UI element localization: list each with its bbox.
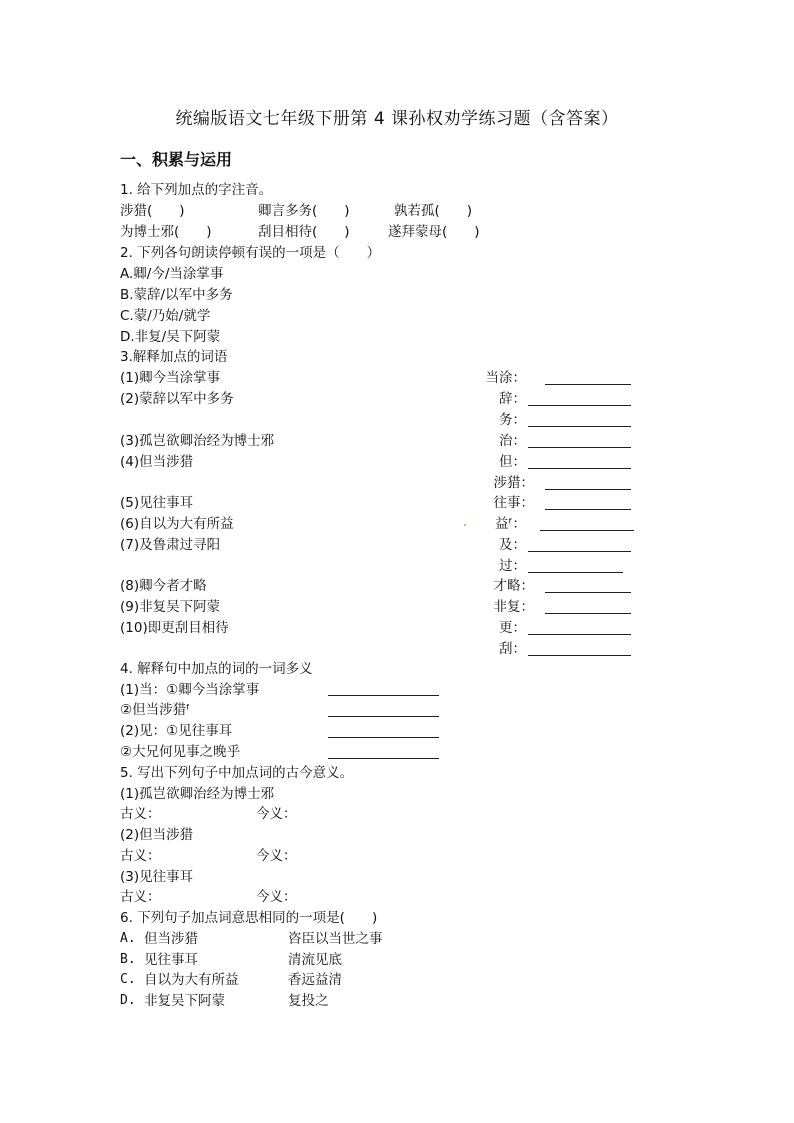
q3-answer-blank[interactable]: [545, 495, 631, 510]
q3-answer-label: 刮：: [499, 641, 526, 657]
q5-gu-label: 古义：: [120, 889, 161, 905]
q3-item: (5)见往事耳: [120, 495, 194, 511]
q5-jin-label: 今义：: [256, 806, 297, 822]
q6-option-key: A.: [120, 931, 136, 946]
q4-stem: 4. 解释句中加点的词的一词多义: [120, 661, 313, 677]
q6-option-left: 但当涉猎: [144, 931, 198, 947]
q6-option-key: B.: [120, 952, 136, 967]
q6-option-left: 非复吴下阿蒙: [144, 993, 225, 1009]
q3-answer-label: 往事：: [493, 495, 534, 511]
q3-answer-blank[interactable]: [528, 454, 631, 469]
q3-answer-label: 非复：: [493, 599, 534, 615]
q3-answer-label: 更：: [499, 620, 526, 636]
q1-item: 涉猎( ): [120, 203, 185, 219]
q6-option-key: C.: [120, 972, 136, 987]
q3-item: (8)卿今者才略: [120, 578, 207, 594]
q2-option: B.蒙辞/以军中多务: [120, 287, 233, 303]
q1-item: 孰若孤( ): [394, 203, 473, 219]
section-heading: 一、积累与运用: [120, 150, 233, 169]
q3-item: (6)自以为大有所益: [120, 516, 234, 532]
q3-item: (7)及鲁肃过寻阳: [120, 537, 221, 553]
q4-answer-blank[interactable]: [328, 702, 439, 717]
q3-answer-label: 但：: [499, 454, 526, 470]
q3-answer-blank[interactable]: [545, 370, 631, 385]
q2-stem: 2. 下列各句朗读停顿有误的一项是（ ）: [120, 245, 381, 261]
q6-option-right: 咨臣以当世之事: [288, 931, 383, 947]
q2-option: D.非复/吴下阿蒙: [120, 329, 221, 345]
q2-option: A.卿/今/当涂掌事: [120, 266, 224, 282]
q3-answer-label: 才略：: [493, 578, 534, 594]
q4-answer-blank[interactable]: [328, 723, 439, 738]
q3-answer-blank[interactable]: [540, 516, 634, 531]
q3-item: (4)但当涉猎: [120, 454, 194, 470]
q3-answer-label: 辞：: [499, 391, 526, 407]
q5-jin-label: 今义：: [256, 889, 297, 905]
q3-answer-blank[interactable]: [528, 641, 631, 656]
q3-answer-label: 务：: [499, 412, 526, 428]
q4-answer-blank[interactable]: [328, 744, 439, 759]
q3-item: (10)即更刮目相待: [120, 620, 229, 636]
q3-answer-blank[interactable]: [545, 475, 631, 490]
q3-answer-blank[interactable]: [545, 578, 631, 593]
q3-item: (3)孤岂欲卿治经为博士邪: [120, 433, 275, 449]
stray-dot: [464, 524, 466, 526]
q5-item: (1)孤岂欲卿治经为博士邪: [120, 786, 275, 802]
q6-option-right: 复投之: [288, 993, 329, 1009]
q4-item: ②大兄何见事之晚乎: [120, 744, 241, 760]
q6-option-right: 香远益清: [288, 972, 342, 988]
q3-item: (2)蒙辞以军中多务: [120, 391, 234, 407]
q3-answer-blank[interactable]: [528, 537, 631, 552]
q6-option-left: 见往事耳: [144, 952, 198, 968]
q5-item: (3)见往事耳: [120, 869, 194, 885]
q3-answer-label: 益ᶠ：: [494, 516, 526, 532]
q3-answer-label: 及：: [499, 537, 526, 553]
q3-answer-blank[interactable]: [528, 558, 623, 573]
q6-option-left: 自以为大有所益: [144, 972, 239, 988]
q1-stem: 1. 给下列加点的字注音。: [120, 182, 273, 198]
q1-item: 刮目相待( ): [258, 224, 350, 240]
q4-item: (1)当：①卿今当涂掌事: [120, 682, 260, 698]
q3-answer-label: 当涂：: [485, 370, 526, 386]
q3-answer-blank[interactable]: [528, 620, 631, 635]
q3-answer-label: 涉猎：: [493, 475, 534, 491]
q3-answer-blank[interactable]: [528, 412, 631, 427]
q3-answer-blank[interactable]: [528, 391, 631, 406]
q5-gu-label: 古义：: [120, 806, 161, 822]
q4-item: ②但当涉猎ᶠ: [120, 702, 191, 718]
q3-stem: 3.解释加点的词语: [120, 349, 228, 365]
q5-stem: 5. 写出下列句子中加点词的古今意义。: [120, 765, 354, 781]
q1-item: 卿言多务( ): [258, 203, 350, 219]
q3-answer-label: 治：: [499, 433, 526, 449]
q1-item: 遂拜蒙母( ): [388, 224, 480, 240]
q6-option-key: D.: [120, 993, 136, 1008]
q4-item: (2)见：①见往事耳: [120, 723, 233, 739]
q3-item: (9)非复吴下阿蒙: [120, 599, 221, 615]
q5-gu-label: 古义：: [120, 848, 161, 864]
q1-item: 为博士邪( ): [120, 224, 212, 240]
q3-answer-label: 过：: [499, 558, 526, 574]
q6-stem: 6. 下列句子加点词意思相同的一项是( ): [120, 910, 378, 926]
page-title: 统编版语文七年级下册第 4 课孙权劝学练习题（含答案）: [175, 109, 619, 129]
q3-answer-blank[interactable]: [528, 433, 631, 448]
q3-answer-blank[interactable]: [545, 599, 631, 614]
q3-item: (1)卿今当涂掌事: [120, 370, 221, 386]
q5-jin-label: 今义：: [256, 848, 297, 864]
q4-answer-blank[interactable]: [328, 681, 439, 696]
q5-item: (2)但当涉猎: [120, 827, 194, 843]
q6-option-right: 清流见底: [288, 952, 342, 968]
q2-option: C.蒙/乃始/就学: [120, 308, 211, 324]
